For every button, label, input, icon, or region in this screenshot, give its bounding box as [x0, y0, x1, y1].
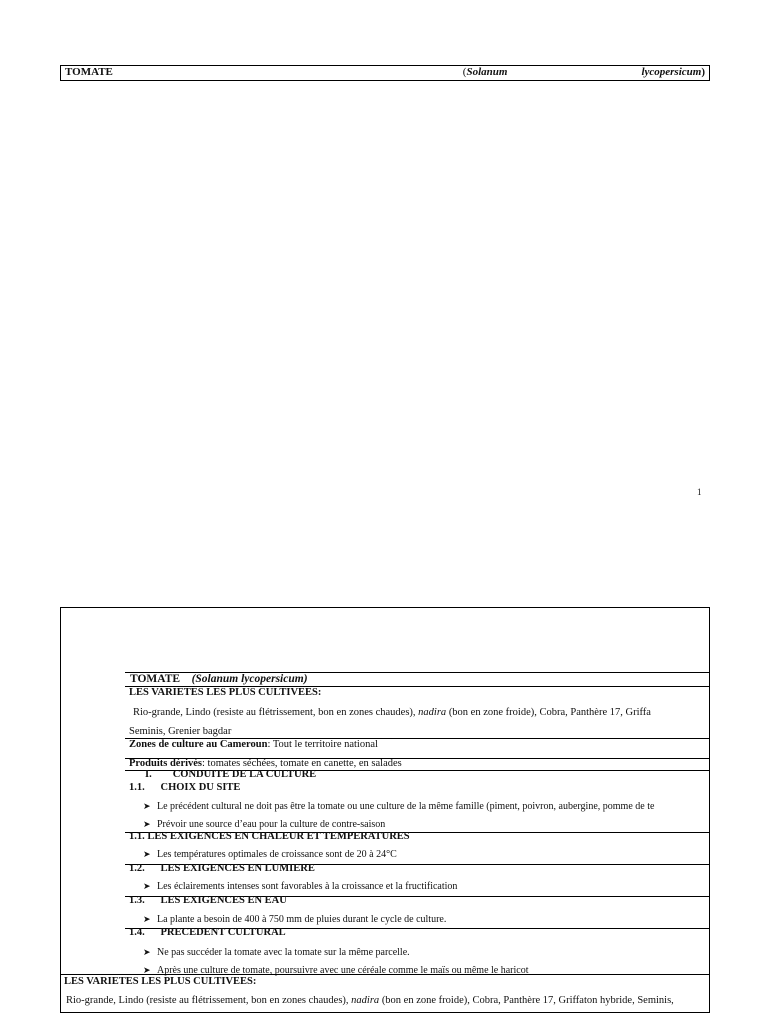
arrow-bullet-icon: ➤ — [143, 965, 151, 975]
arrow-bullet-icon: ➤ — [143, 819, 151, 829]
table-row-precedent — [125, 928, 710, 976]
table-row-chaleur — [125, 832, 710, 865]
varietes-text-line2: Seminis, Grenier bagdar — [129, 726, 232, 737]
document-title: TOMATE — [65, 66, 113, 78]
section-1-3-heading: 1.3. LES EXIGENCES EN EAU — [129, 895, 287, 906]
inner-title: TOMATE (Solanum lycopersicum) — [130, 673, 308, 685]
list-item: ➤ Les éclairements intenses sont favorables à la croissance et la fructification — [143, 881, 458, 892]
divider — [61, 974, 709, 975]
varietes-heading: LES VARIETES LES PLUS CULTIVEES: — [129, 687, 322, 698]
section-1-4-heading: 1.4. PRECEDENT CULTURAL — [129, 927, 286, 938]
table-row-zones — [125, 738, 710, 759]
arrow-bullet-icon: ➤ — [143, 947, 151, 957]
page-preview-frame — [60, 607, 710, 1013]
bottom-varietes-heading: LES VARIETES LES PLUS CULTIVEES: — [64, 976, 257, 987]
scientific-name — [463, 66, 705, 78]
arrow-bullet-icon: ➤ — [143, 801, 151, 811]
sci-close-paren: ) — [701, 66, 705, 78]
sci-open-paren: ( — [462, 66, 467, 78]
inner-table — [125, 672, 710, 976]
table-row-lumiere — [125, 864, 710, 897]
section-1-2-heading: 1.2. LES EXIGENCES EN LUMIERE — [129, 863, 315, 874]
section-chaleur-heading: 1.1. LES EXIGENCES EN CHALEUR ET TEMPERATURES — [129, 831, 410, 842]
list-item: ➤ Le précédent cultural ne doit pas être la tomate ou une culture de la même famille (piment, poivron, aubergine, pomme de te — [143, 801, 655, 812]
list-item: ➤ La plante a besoin de 400 à 750 mm de pluies durant le cycle de culture. — [143, 914, 447, 925]
table-row-title — [125, 672, 710, 687]
sci-genus: Solanum — [466, 66, 508, 78]
table-row-eau — [125, 896, 710, 929]
table-row-varietes — [125, 686, 710, 739]
produits-text: Produits dérivés: tomates séchées, tomate en canette, en salades — [129, 758, 402, 769]
list-item: ➤ Prévoir une source d’eau pour la culture de contre-saison — [143, 819, 386, 830]
arrow-bullet-icon: ➤ — [143, 849, 151, 859]
list-item: ➤ Ne pas succéder la tomate avec la tomate sur la même parcelle. — [143, 947, 410, 958]
document-header-box — [60, 65, 710, 81]
bottom-varietes-text: Rio-grande, Lindo (resiste au flétrissement, bon en zones chaudes), nadira (bon en zone froide), Cobra, Panthère 17, Griffaton hybride, Seminis, — [66, 995, 674, 1006]
section-1-1-heading: 1.1. CHOIX DU SITE — [129, 782, 241, 793]
sci-species: lycopersicum — [641, 66, 702, 78]
list-item: ➤ Après une culture de tomate, poursuivre avec une céréale comme le maïs ou même le haricot — [143, 965, 529, 976]
zones-text: Zones de culture au Cameroun: Tout le territoire national — [129, 739, 378, 750]
page-number: 1 — [697, 487, 702, 497]
arrow-bullet-icon: ➤ — [143, 881, 151, 891]
table-row-choix-site — [125, 770, 710, 833]
section-1-heading: I. CONDUITE DE LA CULTURE — [145, 769, 317, 780]
list-item: ➤ Les températures optimales de croissance sont de 20 à 24°C — [143, 849, 397, 860]
arrow-bullet-icon: ➤ — [143, 914, 151, 924]
varietes-text: Rio-grande, Lindo (resiste au flétrissement, bon en zones chaudes), nadira (bon en zone froide), Cobra, Panthère 17, Griffa — [133, 707, 651, 718]
